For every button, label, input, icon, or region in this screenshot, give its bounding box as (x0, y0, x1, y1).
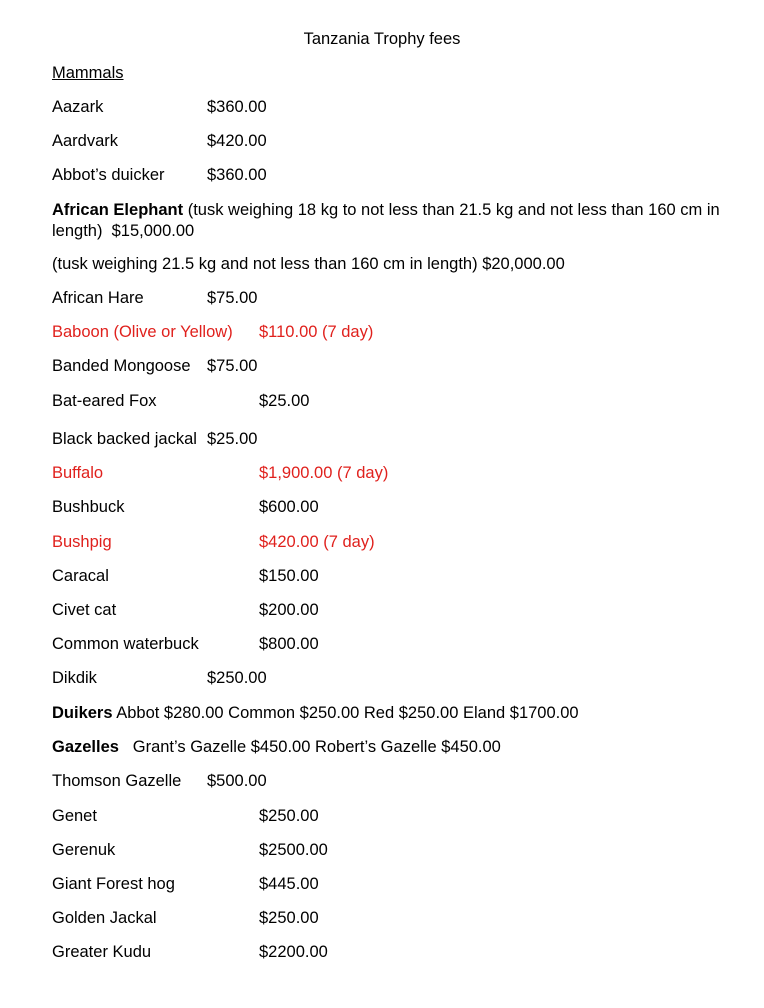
entry-price: $25.00 (259, 392, 310, 410)
entry-name: African Elephant (52, 201, 184, 219)
entry-giant-forest-hog (52, 874, 319, 894)
entry-thomson-gazelle (52, 771, 267, 791)
entry-name: Genet (52, 807, 97, 825)
entry-bushpig (52, 532, 375, 552)
entry-name: Bushbuck (52, 498, 125, 516)
entry-price: $800.00 (259, 635, 319, 653)
entry-price: $150.00 (259, 567, 319, 585)
entry-name: Aazark (52, 98, 104, 116)
entry-african-hare (52, 288, 258, 308)
entry-name: Abbot’s duicker (52, 166, 165, 184)
entry-african-elephant-large (52, 254, 565, 274)
entry-duikers (52, 703, 579, 723)
entry-name: Caracal (52, 567, 109, 585)
entry-name: Bat-eared Fox (52, 392, 157, 410)
entry-name: African Hare (52, 289, 144, 307)
entry-price: $420.00 (207, 132, 267, 150)
entry-buffalo (52, 463, 389, 483)
entry-name: Civet cat (52, 601, 117, 619)
entry-name: Gerenuk (52, 841, 116, 859)
entry-price: $75.00 (207, 357, 258, 375)
entry-name: Duikers (52, 704, 113, 722)
entry-caracal (52, 566, 319, 586)
entry-price: $500.00 (207, 772, 267, 790)
entry-african-elephant (52, 200, 732, 241)
entry-name: Banded Mongoose (52, 357, 191, 375)
entry-price: $445.00 (259, 875, 319, 893)
entry-common-waterbuck (52, 634, 319, 654)
entry-bat-eared-fox (52, 391, 310, 411)
entry-civet-cat (52, 600, 319, 620)
entry-genet (52, 806, 319, 826)
entry-price: $250.00 (207, 669, 267, 687)
entry-gerenuk (52, 840, 328, 860)
entry-aazark (52, 97, 267, 117)
entry-price: $2500.00 (259, 841, 328, 859)
section-heading-mammals: Mammals (52, 64, 124, 82)
entry-name: Buffalo (52, 464, 104, 482)
entry-name: Thomson Gazelle (52, 772, 182, 790)
entry-name: Baboon (Olive or Yellow) (52, 323, 233, 341)
entry-detail: Grant’s Gazelle $450.00 Robert’s Gazelle $450.00 (132, 738, 501, 756)
entry-detail: (tusk weighing 18 kg to not less than 21.5 kg and not less than 160 cm in length) (52, 201, 720, 240)
entry-detail: (tusk weighing 21.5 kg and not less than 160 cm in length) (52, 255, 478, 273)
entry-banded-mongoose (52, 356, 258, 376)
entry-detail: Abbot $280.00 Common $250.00 Red $250.00 Eland $1700.00 (116, 704, 579, 722)
entry-baboon (52, 322, 374, 342)
entry-price: $250.00 (259, 807, 319, 825)
entry-price: $110.00 (7 day) (259, 323, 374, 341)
entry-name: Giant Forest hog (52, 875, 175, 893)
entry-aardvark (52, 131, 267, 151)
entry-gazelles (52, 737, 501, 757)
entry-price: $360.00 (207, 166, 267, 184)
entry-price: $75.00 (207, 289, 258, 307)
entry-price: $200.00 (259, 601, 319, 619)
entry-black-backed-jackal (52, 429, 258, 449)
entry-dikdik (52, 668, 267, 688)
page-title: Tanzania Trophy fees (303, 30, 461, 48)
entry-name: Bushpig (52, 533, 112, 551)
entry-name: Gazelles (52, 738, 119, 756)
entry-greater-kudu (52, 942, 328, 962)
entry-price: $250.00 (259, 909, 319, 927)
entry-name: Dikdik (52, 669, 97, 687)
entry-golden-jackal (52, 908, 319, 928)
entry-price: $420.00 (7 day) (259, 533, 375, 551)
entry-abbots-duicker (52, 165, 267, 185)
entry-price: $360.00 (207, 98, 267, 116)
entry-bushbuck (52, 497, 319, 517)
entry-name: Golden Jackal (52, 909, 157, 927)
entry-price: $25.00 (207, 430, 258, 448)
entry-price: $15,000.00 (111, 221, 195, 240)
entry-price: $600.00 (259, 498, 319, 516)
entry-price: $2200.00 (259, 943, 328, 961)
entry-name: Black backed jackal (52, 430, 197, 448)
entry-price: $20,000.00 (482, 255, 565, 273)
entry-price: $1,900.00 (7 day) (259, 464, 389, 482)
entry-name: Aardvark (52, 132, 119, 150)
entry-name: Greater Kudu (52, 943, 152, 961)
entry-name: Common waterbuck (52, 635, 199, 653)
